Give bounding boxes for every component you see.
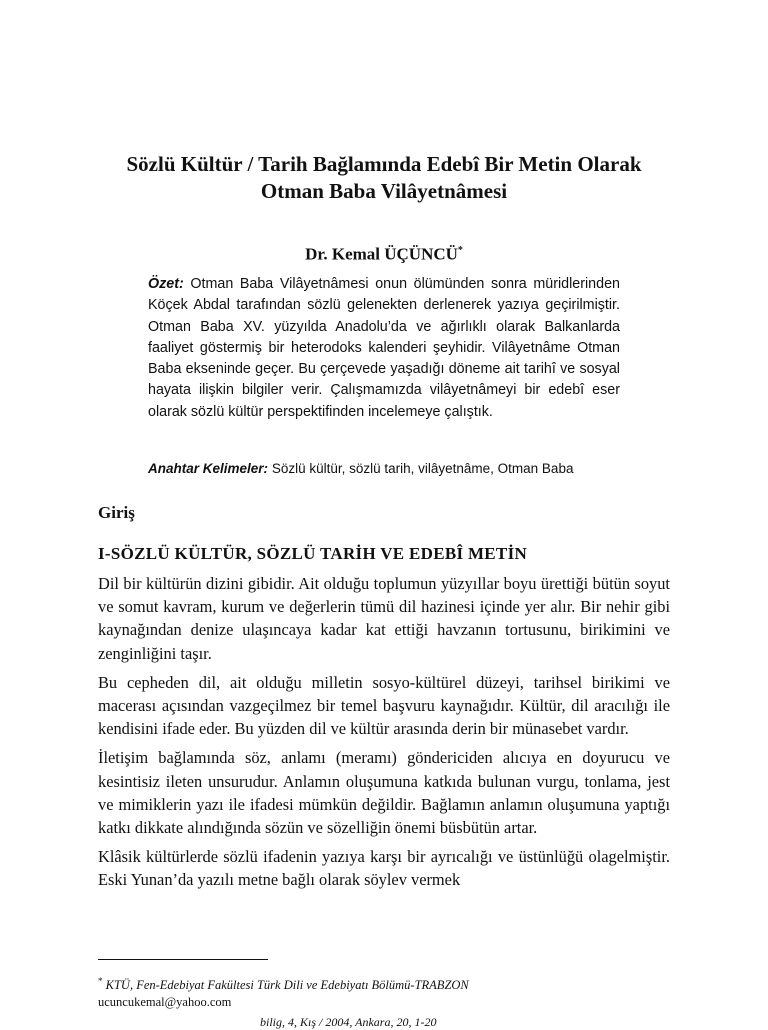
paragraph-2: Bu cepheden dil, ait olduğu milletin sosyo-kültürel düzeyi, tarihsel birikimi ve macerası açısından vazgeçilmez bir temel başvuru kaynağıdır. Kültür, dil aracılığı ile kendisini ifade eder. Bu yüzden dil ve kültür arasında derin bir münasebet vardır. [98, 672, 670, 739]
intro-heading: Giriş [98, 503, 135, 522]
page-footer: bilig, 4, Kış / 2004, Ankara, 20, 1-20 [260, 1015, 437, 1029]
title-line-1: Sözlü Kültür / Tarih Bağlamında Edebî Bir Metin Olarak [126, 152, 642, 176]
abstract-text: Otman Baba Vilâyetnâmesi onun ölümünden sonra müridlerinden Köçek Abdal tarafından sözlü gelenekten derlenerek yazıya geçirilmiştir. Otman Baba XV. yüzyılda Anadolu’da ve ağırlıklı olarak Balkanlarda faaliyet göstermiş bir heterodoks kalenderi şeyhidir. Vilâyetnâme Otman Baba ekseninde geçer. Bu çerçevede yaşadığı döneme ait tarihî ve sosyal hayata ilişkin bilgiler verir. Çalışmamızda vilâyetnâmeyi bir edebî eser olarak sözlü kültür perspektifinden incelemeye çalıştık. [148, 276, 620, 420]
keywords-text: Sözlü kültür, sözlü tarih, vilâyetnâme, Otman Baba [271, 461, 574, 476]
keywords [148, 460, 628, 478]
footnote-email: ucuncukemal@yahoo.com [98, 995, 232, 1010]
article-title [60, 151, 708, 205]
paragraph-4: Klâsik kültürlerde sözlü ifadenin yazıya karşı bir ayrıcalığı ve üstünlüğü olagelmiştir. Eski Yunan’da yazılı metne bağlı olarak söylev vermek [98, 847, 670, 890]
body-text [98, 572, 670, 898]
title-line-2: Otman Baba Vilâyetnâmesi [260, 179, 508, 203]
author-footnote-mark: * [457, 245, 463, 256]
author-line [60, 240, 708, 266]
author-name: Dr. Kemal ÜÇÜNCÜ [305, 244, 458, 264]
keywords-label: Anahtar Kelimeler: [148, 461, 269, 476]
footnote-divider [98, 959, 268, 960]
section-heading: I-SÖZLÜ KÜLTÜR, SÖZLÜ TARİH VE EDEBÎ METİN [98, 544, 528, 563]
abstract [148, 274, 620, 423]
paragraph-1: Dil bir kültürün dizini gibidir. Ait olduğu toplumun yüzyıllar boyu ürettiği bütün soyut ve somut kavram, kurum ve değerlerin tümü dil hazinesi içinde yer alır. Bir nehir gibi kaynağından denize ulaşıncaya kadar kat ettiği havzanın tortusunu, birikimini ve zenginliğini taşır. [98, 574, 670, 663]
footnote [98, 973, 678, 1011]
abstract-label: Özet: [148, 276, 184, 292]
paragraph-3: İletişim bağlamında söz, anlamı (meramı) göndericiden alıcıya en doyurucu ve kesintisiz ileten unsurudur. Anlamın oluşumuna katkıda bulunan vurgu, tonlama, jest ve mimiklerin yazı ile ifadesi mümkün değildir. Bağlamın anlamın oluşumuna yaptığı katkı dikkate alındığında sözün ve sözelliğin önemi büsbütün artar. [98, 748, 670, 838]
footnote-affiliation: KTÜ, Fen-Edebiyat Fakültesi Türk Dili ve Edebiyatı Bölümü-TRABZON [105, 978, 469, 993]
footnote-mark: * [98, 976, 103, 986]
